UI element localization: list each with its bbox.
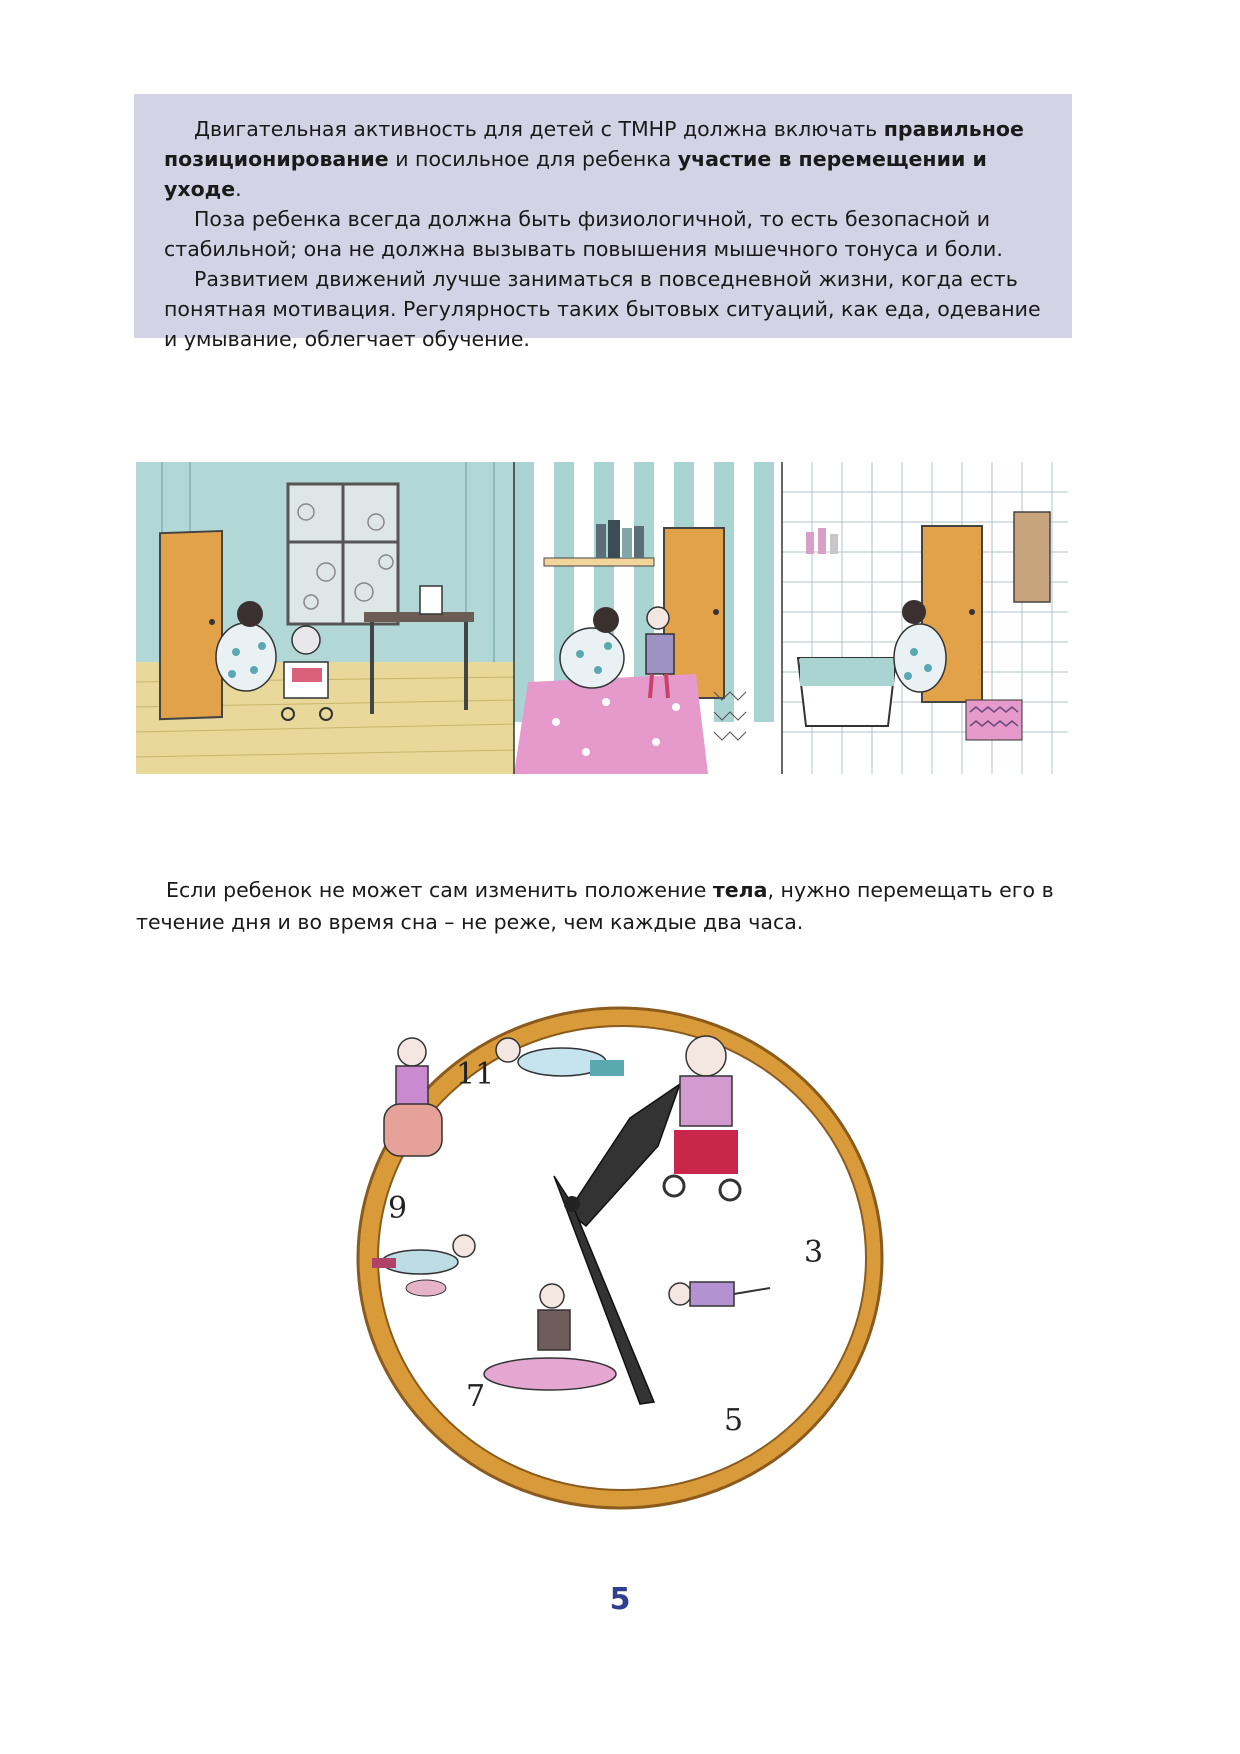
numeral-5: 5: [724, 1403, 744, 1438]
numeral-7: 7: [466, 1379, 486, 1414]
daily-routine-illustration: [136, 462, 1068, 774]
bathroom-panel: [782, 462, 1068, 774]
bath-mat: [966, 700, 1022, 740]
door: [160, 531, 222, 719]
caregiver: [216, 623, 276, 691]
numeral-3: 3: [804, 1235, 824, 1270]
caregiver: [894, 624, 946, 692]
cabinet: [1014, 512, 1050, 602]
intro-text-box: [134, 94, 1072, 351]
intro-paragraph-1: Двигательная активность для детей с ТМНР должна включать правильное позиционирование и посильное для ребенка участие в перемещении и уходе.: [164, 117, 1024, 201]
numeral-9: 9: [388, 1191, 408, 1226]
caregiver: [560, 628, 624, 688]
numeral-11: 11: [456, 1057, 495, 1092]
intro-paragraph-2: Поза ребенка всегда должна быть физиологичной, то есть безопасной и стабильной; она не должна вызывать повышения мышечного тонуса и боли.: [164, 207, 1003, 261]
page-number: 5: [609, 1582, 631, 1617]
intro-paragraph-3: Развитием движений лучше заниматься в повседневной жизни, когда есть понятная мотивация. Регулярность таких бытовых ситуаций, как еда, одевание и умывание, облегчает обучение.: [164, 267, 1041, 351]
repositioning-text: [136, 874, 1076, 938]
shelf: [544, 558, 654, 566]
child: [646, 634, 674, 674]
position-change-clock: [340, 1000, 900, 1520]
dressing-room-panel: [514, 462, 782, 774]
table: [364, 612, 474, 622]
feeding-room-panel: [136, 462, 514, 774]
repositioning-paragraph: Если ребенок не может сам изменить положение тела, нужно перемещать его в течение дня и во время сна – не реже, чем каждые два часа.: [136, 878, 1054, 934]
rug: [514, 674, 708, 774]
